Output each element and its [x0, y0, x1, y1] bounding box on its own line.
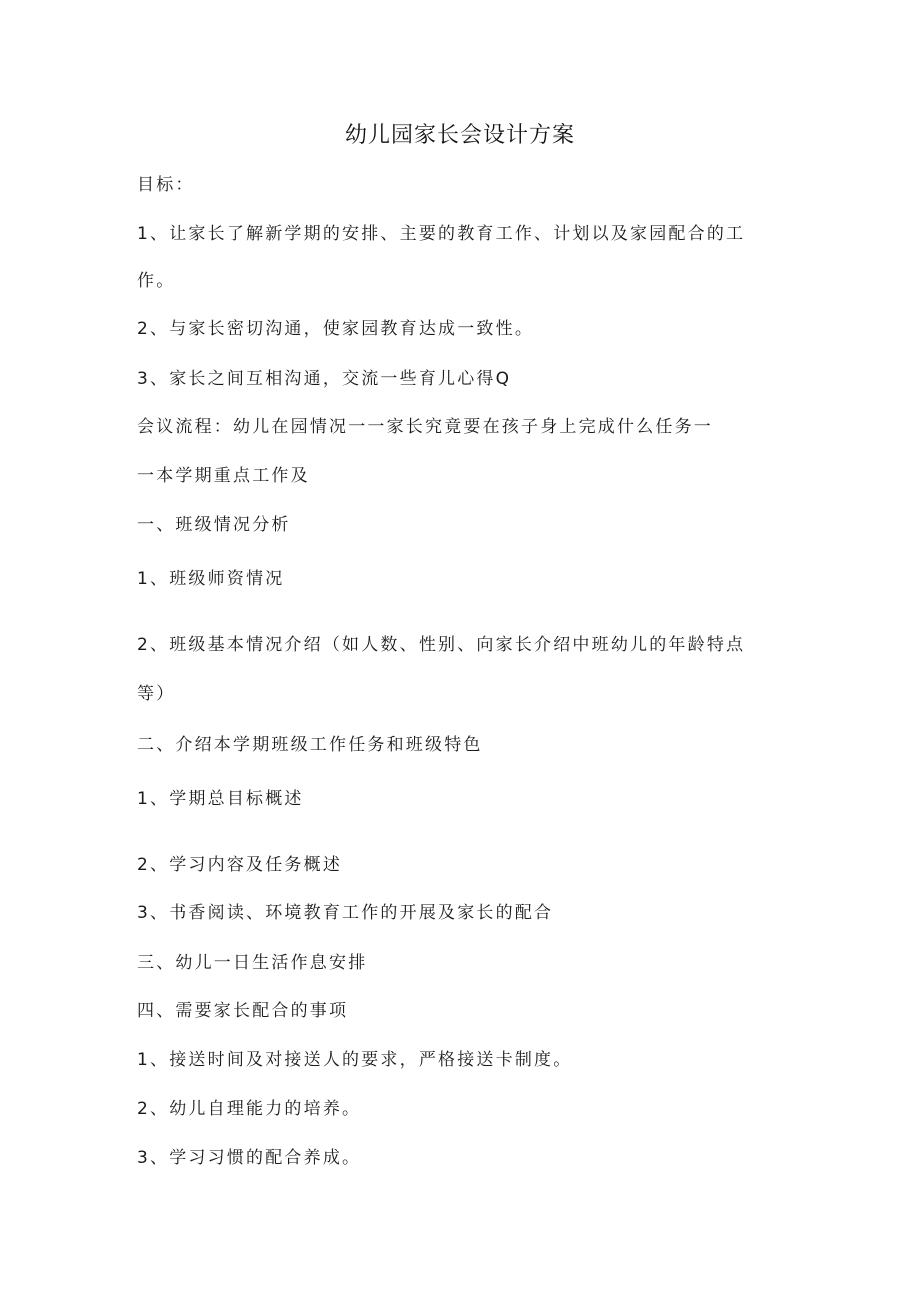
- text-line: 2、幼儿自理能力的培养。: [137, 1099, 362, 1119]
- document-title: 幼儿园家长会设计方案: [344, 123, 575, 148]
- text-line: 1、接送时间及对接送人的要求，严格接送卡制度。: [137, 1050, 573, 1070]
- text-line: 1、班级师资情况: [137, 569, 285, 589]
- text-line: 2、班级基本情况介绍（如人数、性别、向家长介绍中班幼儿的年龄特点: [137, 635, 746, 655]
- text-line: 会议流程：幼儿在园情况一一家长究竟要在孩子身上完成什么任务一: [137, 417, 713, 437]
- text-line: 二、介绍本学期班级工作任务和班级特色: [137, 735, 483, 755]
- text-line: 三、幼儿一日生活作息安排: [137, 953, 368, 973]
- text-line: 3、学习习惯的配合养成。: [137, 1148, 362, 1168]
- text-line: 目标：: [137, 175, 195, 195]
- text-line: 1、学期总目标概述: [137, 789, 304, 809]
- text-line: 一、班级情况分析: [137, 515, 291, 535]
- text-line: 等）: [137, 684, 176, 704]
- text-line: 作。: [137, 271, 176, 291]
- text-line: 1、让家长了解新学期的安排、主要的教育工作、计划以及家园配合的工: [137, 224, 746, 244]
- text-line: 3、书香阅读、环境教育工作的开展及家长的配合: [137, 903, 554, 923]
- text-line: 3、家长之间互相沟通，交流一些育儿心得Q: [137, 369, 512, 389]
- text-line: 一本学期重点工作及: [137, 466, 310, 486]
- text-line: 四、需要家长配合的事项: [137, 1001, 349, 1021]
- text-line: 2、学习内容及任务概述: [137, 855, 343, 875]
- text-line: 2、与家长密切沟通，使家园教育达成一致性。: [137, 319, 535, 339]
